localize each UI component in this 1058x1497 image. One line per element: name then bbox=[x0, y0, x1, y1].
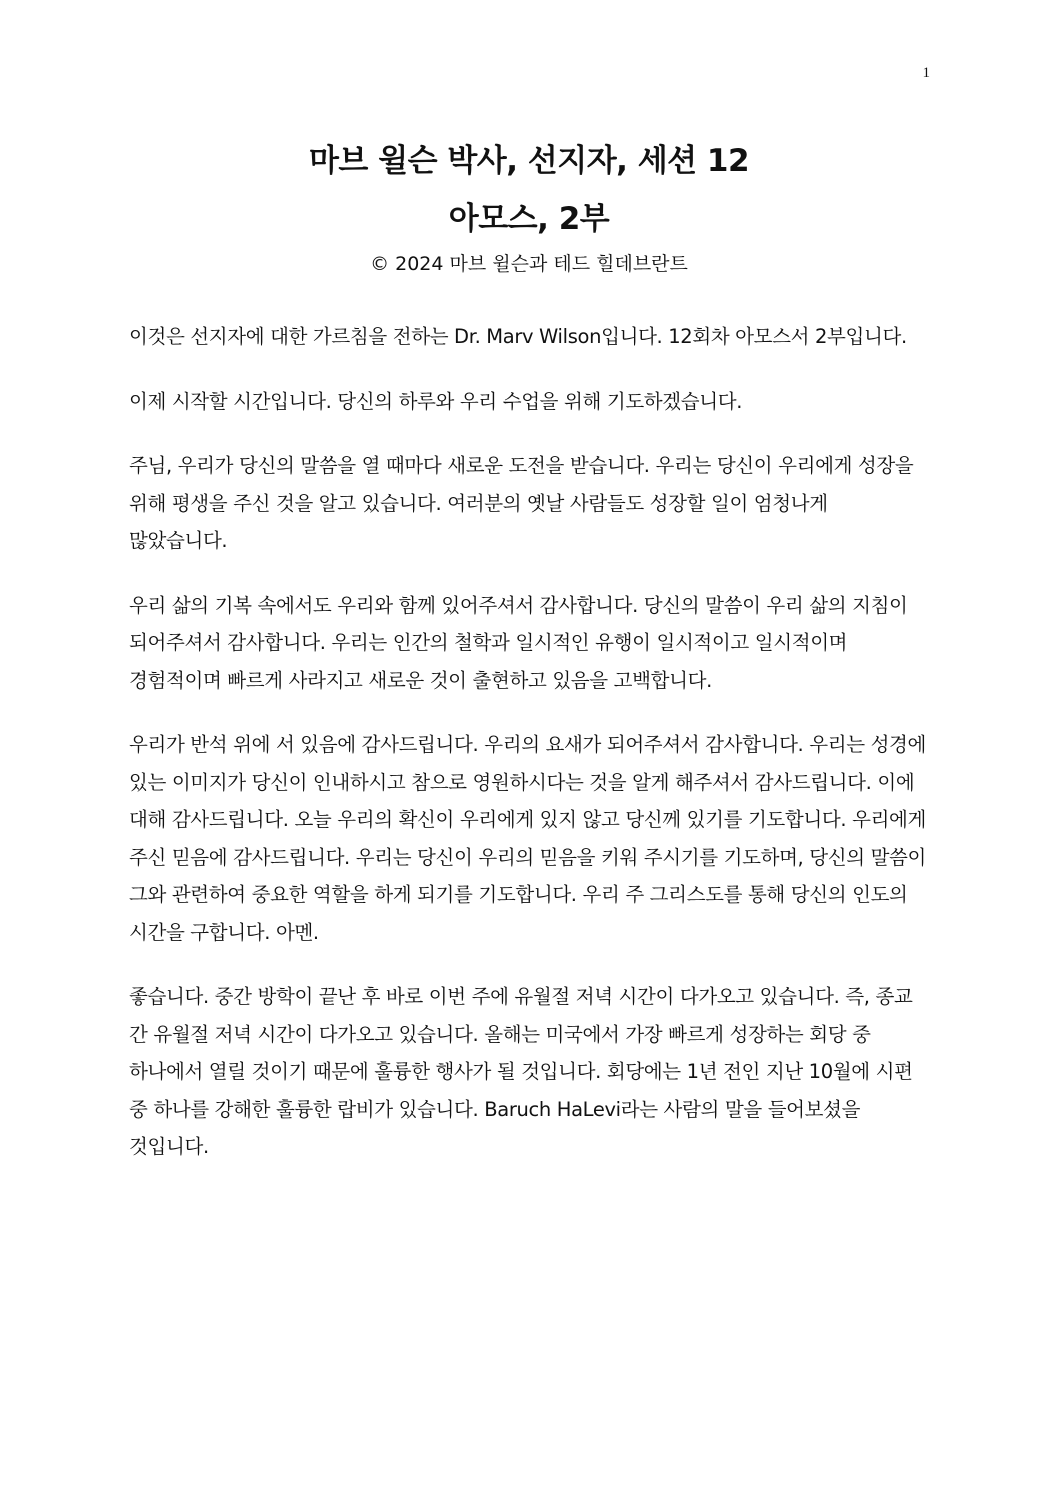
paragraph-prayer-challenge: 주님, 우리가 당신의 말씀을 열 때마다 새로운 도전을 받습니다. 우리는 당신이 우리에게 성장을 위해 평생을 주신 것을 알고 있습니다. 여러분의 옛날 사람들도 성장할 일이 엄청나게 많았습니다. bbox=[129, 454, 914, 552]
paragraph-prayer-start: 이제 시작할 시간입니다. 당신의 하루와 우리 수업을 위해 기도하겠습니다. bbox=[129, 389, 743, 413]
page-number: 1 bbox=[922, 65, 930, 81]
copyright-notice: © 2024 마브 윌슨과 테드 힐데브란트 bbox=[370, 253, 688, 275]
document-body bbox=[129, 318, 929, 1193]
paragraph-passover: 좋습니다. 중간 방학이 끝난 후 바로 이번 주에 유월절 저녁 시간이 다가오고 있습니다. 즉, 종교 간 유월절 저녁 시간이 다가오고 있습니다. 올해는 미국에서 가장 빠르게 성장하는 회당 중 하나에서 열릴 것이기 때문에 훌륭한 행사가 될 것입니다. 회당에는 1년 전인 지난 10월에 시편 중 하나를 강해한 훌륭한 랍비가 있습니다. Baruch HaLevi라는 사람의 말을 들어보셨을 것입니다. bbox=[129, 985, 913, 1158]
title-line-1: 마브 윌슨 박사, 선지자, 세션 12 bbox=[308, 143, 750, 179]
document-header bbox=[0, 138, 1058, 278]
title-line-2: 아모스, 2부 bbox=[448, 201, 610, 237]
paragraph-prayer-rock: 우리가 반석 위에 서 있음에 감사드립니다. 우리의 요새가 되어주셔서 감사합니다. 우리는 성경에 있는 이미지가 당신이 인내하시고 참으로 영원하시다는 것을 알게 해주셔서 감사드립니다. 이에 대해 감사드립니다. 오늘 우리의 확신이 우리에게 있지 않고 당신께 있기를 기도합니다. 우리에게 주신 믿음에 감사드립니다. 우리는 당신이 우리의 믿음을 키워 주시기를 기도하며, 당신의 말씀이 그와 관련하여 중요한 역할을 하게 되기를 기도합니다. 우리 주 그리스도를 통해 당신의 인도의 시간을 구합니다. 아멘. bbox=[129, 733, 927, 944]
paragraph-prayer-thanks: 우리 삶의 기복 속에서도 우리와 함께 있어주셔서 감사합니다. 당신의 말씀이 우리 삶의 지침이 되어주셔서 감사합니다. 우리는 인간의 철학과 일시적인 유행이 일시적이고 일시적이며 경험적이며 빠르게 사라지고 새로운 것이 출현하고 있음을 고백합니다. bbox=[129, 593, 908, 692]
paragraph-intro: 이것은 선지자에 대한 가르침을 전하는 Dr. Marv Wilson입니다. 12회차 아모스서 2부입니다. bbox=[129, 325, 907, 348]
